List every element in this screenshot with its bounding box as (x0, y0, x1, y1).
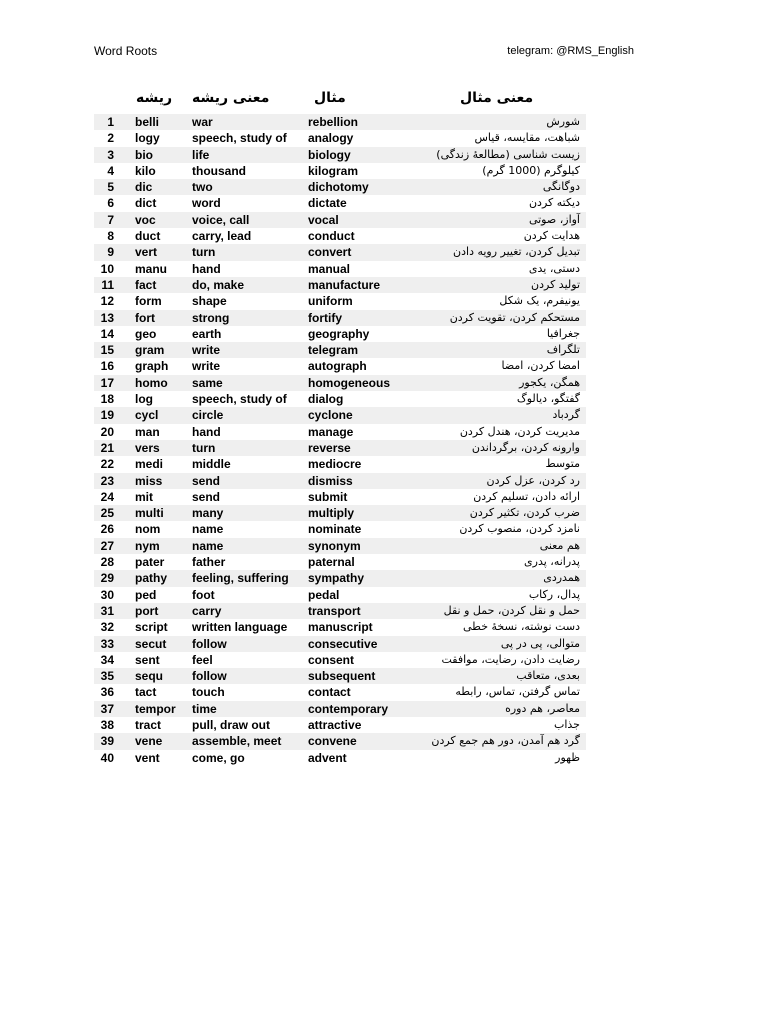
root-cell: kilo (135, 163, 156, 178)
root-meaning-cell: come, go (192, 750, 245, 765)
root-meaning-cell: carry, lead (192, 229, 252, 244)
row-number: 19 (100, 408, 114, 423)
row-number: 17 (100, 375, 114, 390)
row-number: 4 (107, 163, 114, 178)
root-meaning-cell: feel (192, 652, 213, 667)
example-meaning-cell: جغرافیا (546, 326, 580, 340)
row-number: 32 (100, 620, 114, 635)
example-cell: conduct (308, 229, 355, 244)
row-number: 36 (100, 685, 114, 700)
root-cell: voc (135, 212, 156, 227)
example-cell: attractive (308, 717, 362, 732)
root-cell: script (135, 620, 168, 635)
table-row (94, 358, 586, 374)
example-cell: fortify (308, 310, 342, 325)
table-row (94, 277, 586, 293)
example-meaning-cell: گردباد (552, 408, 580, 422)
example-cell: multiply (308, 506, 355, 521)
example-meaning-cell: هم معنی (539, 538, 580, 552)
example-meaning-cell: ضرب کردن، تکثیر کردن (469, 506, 580, 520)
root-cell: homo (135, 375, 168, 390)
row-number: 3 (107, 147, 114, 162)
root-meaning-cell: feeling, suffering (192, 571, 289, 586)
row-number: 28 (100, 555, 114, 570)
example-meaning-cell: تماس گرفتن، تماس، رابطه (455, 685, 580, 699)
root-cell: vene (135, 734, 163, 749)
example-meaning-cell: امضا کردن، امضا (501, 359, 580, 373)
example-cell: dichotomy (308, 180, 369, 195)
root-meaning-cell: strong (192, 310, 230, 325)
root-meaning-cell: shape (192, 294, 227, 309)
root-meaning-cell: two (192, 180, 213, 195)
table-row (94, 163, 586, 179)
row-number: 5 (107, 180, 114, 195)
root-cell: dic (135, 180, 153, 195)
row-number: 6 (107, 196, 114, 211)
example-meaning-cell: متوالی، پی در پی (500, 636, 580, 650)
root-cell: tact (135, 685, 157, 700)
example-cell: manage (308, 424, 354, 439)
example-cell: subsequent (308, 669, 376, 684)
root-cell: fact (135, 277, 157, 292)
row-number: 40 (100, 750, 114, 765)
table-row (94, 636, 586, 652)
example-cell: analogy (308, 131, 354, 146)
column-header-root-meaning: معنی ریشه (192, 90, 270, 106)
root-meaning-cell: father (192, 555, 226, 570)
table-row (94, 570, 586, 586)
example-cell: synonym (308, 538, 361, 553)
root-meaning-cell: same (192, 375, 223, 390)
root-cell: ped (135, 587, 157, 602)
root-meaning-cell: carry (192, 603, 222, 618)
root-meaning-cell: life (192, 147, 210, 162)
example-cell: homogeneous (308, 375, 391, 390)
example-cell: manuscript (308, 620, 373, 635)
example-cell: advent (308, 750, 347, 765)
root-cell: bio (135, 147, 153, 162)
table-row (94, 684, 586, 700)
table-row (94, 456, 586, 472)
row-number: 26 (100, 522, 114, 537)
root-meaning-cell: send (192, 473, 221, 488)
root-meaning-cell: turn (192, 440, 216, 455)
table-row (94, 293, 586, 309)
root-cell: nom (135, 522, 161, 537)
example-meaning-cell: تولید کردن (531, 277, 580, 291)
root-cell: tempor (135, 701, 176, 716)
root-meaning-cell: turn (192, 245, 216, 260)
example-cell: geography (308, 326, 370, 341)
root-cell: log (135, 392, 153, 407)
root-meaning-cell: thousand (192, 163, 246, 178)
row-number: 10 (100, 261, 114, 276)
example-meaning-cell: دست نوشته، نسخهٔ خطی (463, 620, 580, 634)
example-cell: contemporary (308, 701, 389, 716)
example-meaning-cell: همدردی (543, 571, 580, 585)
root-cell: belli (135, 115, 160, 129)
row-number: 7 (107, 212, 114, 227)
example-cell: cyclone (308, 408, 353, 423)
example-meaning-cell: یونیفرم، یک شکل (499, 294, 580, 308)
table-row (94, 391, 586, 407)
example-cell: transport (308, 603, 361, 618)
example-meaning-cell: گفتگو، دیالوگ (516, 392, 580, 406)
root-cell: dict (135, 196, 157, 211)
example-meaning-cell: ارائه دادن، تسلیم کردن (473, 489, 580, 503)
example-meaning-cell: زیست شناسی (مطالعهٔ زندگی) (436, 147, 580, 161)
example-cell: sympathy (308, 571, 365, 586)
example-meaning-cell: هدایت کردن (523, 229, 580, 243)
root-cell: sequ (135, 669, 164, 684)
example-meaning-cell: نامزد کردن، منصوب کردن (459, 522, 580, 536)
example-cell: submit (308, 489, 348, 504)
example-cell: mediocre (308, 457, 362, 472)
example-cell: autograph (308, 359, 367, 374)
example-cell: manual (308, 261, 351, 276)
root-meaning-cell: name (192, 538, 224, 553)
root-cell: nym (135, 538, 160, 553)
example-meaning-cell: دوگانگی (542, 180, 580, 194)
table-row (94, 440, 586, 456)
example-meaning-cell: کیلوگرم (1000 گرم) (482, 163, 580, 177)
example-meaning-cell: متوسط (545, 457, 580, 471)
example-meaning-cell: ظهور (555, 750, 580, 764)
row-number: 9 (107, 245, 114, 260)
row-number: 8 (107, 229, 114, 244)
example-meaning-cell: دیکته کردن (528, 196, 580, 210)
root-meaning-cell: circle (192, 408, 224, 423)
example-meaning-cell: رضایت دادن، رضایت، موافقت (441, 652, 580, 666)
example-cell: convene (308, 734, 357, 749)
column-header-example: مثال (314, 90, 346, 106)
table-row (94, 733, 586, 749)
root-meaning-cell: send (192, 489, 221, 504)
root-cell: man (135, 424, 160, 439)
page-title: Word Roots (94, 44, 158, 58)
root-cell: miss (135, 473, 163, 488)
table-row (94, 717, 586, 733)
example-cell: pedal (308, 587, 340, 602)
table-row (94, 489, 586, 505)
word-roots-table (94, 114, 586, 766)
root-meaning-cell: speech, study of (192, 392, 287, 407)
telegram-contact: telegram: @RMS_English (507, 45, 634, 57)
root-cell: mit (135, 489, 153, 504)
example-meaning-cell: پدرانه، پدری (524, 555, 580, 569)
table-row (94, 195, 586, 211)
root-meaning-cell: written language (192, 620, 288, 635)
root-cell: tract (135, 717, 162, 732)
table-row (94, 587, 586, 603)
example-cell: convert (308, 245, 352, 260)
row-number: 31 (100, 603, 114, 618)
root-cell: port (135, 603, 159, 618)
root-cell: sent (135, 652, 160, 667)
root-meaning-cell: middle (192, 457, 231, 472)
example-meaning-cell: بعدی، متعاقب (516, 669, 580, 683)
table-row (94, 424, 586, 440)
root-cell: manu (135, 261, 168, 276)
root-cell: form (135, 294, 162, 309)
row-number: 24 (100, 489, 114, 504)
table-row (94, 114, 586, 130)
column-headers (94, 90, 586, 112)
row-number: 29 (100, 571, 114, 586)
example-cell: uniform (308, 294, 353, 309)
example-cell: paternal (308, 555, 355, 570)
example-meaning-cell: تلگراف (546, 343, 580, 357)
table-row (94, 244, 586, 260)
root-meaning-cell: speech, study of (192, 131, 287, 146)
root-cell: geo (135, 326, 157, 341)
example-cell: biology (308, 147, 351, 162)
table-row (94, 407, 586, 423)
row-number: 38 (100, 717, 114, 732)
example-cell: consent (308, 652, 355, 667)
example-meaning-cell: گرد هم آمدن، دور هم جمع کردن (431, 734, 580, 748)
root-meaning-cell: foot (192, 587, 215, 602)
root-meaning-cell: write (192, 359, 221, 374)
root-meaning-cell: hand (192, 424, 221, 439)
example-meaning-cell: مستحکم کردن، تقویت کردن (449, 310, 580, 324)
table-row (94, 652, 586, 668)
root-cell: pater (135, 555, 165, 570)
row-number: 39 (100, 734, 114, 749)
example-cell: vocal (308, 212, 339, 227)
root-cell: fort (135, 310, 155, 325)
row-number: 33 (100, 636, 114, 651)
root-cell: multi (135, 506, 164, 521)
example-meaning-cell: معاصر، هم دوره (505, 701, 580, 715)
row-number: 37 (100, 701, 114, 716)
root-cell: gram (135, 343, 165, 358)
table-row (94, 701, 586, 717)
example-meaning-cell: آواز، صوتی (528, 212, 580, 226)
example-meaning-cell: همگن، یکجور (519, 375, 580, 389)
root-cell: secut (135, 636, 167, 651)
row-number: 23 (100, 473, 114, 488)
table-row (94, 130, 586, 146)
row-number: 1 (107, 115, 114, 129)
root-cell: cycl (135, 408, 159, 423)
root-meaning-cell: write (192, 343, 221, 358)
table-row (94, 179, 586, 195)
example-cell: consecutive (308, 636, 378, 651)
row-number: 13 (100, 310, 114, 325)
example-meaning-cell: شورش (546, 115, 580, 128)
root-cell: logy (135, 131, 160, 146)
root-cell: graph (135, 359, 169, 374)
row-number: 22 (100, 457, 114, 472)
table-row (94, 603, 586, 619)
column-header-example-meaning: معنی مثال (460, 90, 534, 106)
example-meaning-cell: مدیریت کردن، هندل کردن (459, 424, 580, 438)
table-row (94, 505, 586, 521)
row-number: 18 (100, 392, 114, 407)
table-row (94, 554, 586, 570)
row-number: 14 (100, 326, 114, 341)
table-row (94, 521, 586, 537)
example-cell: nominate (308, 522, 362, 537)
row-number: 15 (100, 343, 114, 358)
root-meaning-cell: word (192, 196, 221, 211)
root-meaning-cell: touch (192, 685, 225, 700)
root-meaning-cell: name (192, 522, 224, 537)
table-row (94, 668, 586, 684)
root-meaning-cell: assemble, meet (192, 734, 282, 749)
root-cell: vers (135, 440, 160, 455)
table-row (94, 538, 586, 554)
row-number: 30 (100, 587, 114, 602)
root-cell: pathy (135, 571, 168, 586)
row-number: 20 (100, 424, 114, 439)
root-cell: duct (135, 229, 161, 244)
table-row (94, 228, 586, 244)
example-cell: dictate (308, 196, 347, 211)
root-meaning-cell: do, make (192, 277, 245, 292)
example-cell: dialog (308, 392, 344, 407)
example-cell: manufacture (308, 277, 381, 292)
example-cell: kilogram (308, 163, 359, 178)
example-meaning-cell: جذاب (554, 717, 580, 731)
row-number: 25 (100, 506, 114, 521)
table-row (94, 212, 586, 228)
table-row (94, 375, 586, 391)
root-cell: medi (135, 457, 164, 472)
root-meaning-cell: follow (192, 669, 227, 684)
root-meaning-cell: pull, draw out (192, 717, 270, 732)
row-number: 27 (100, 538, 114, 553)
column-header-root: ریشه (136, 90, 173, 106)
table-row (94, 310, 586, 326)
example-meaning-cell: تبدیل کردن، تغییر رویه دادن (453, 245, 580, 259)
root-meaning-cell: follow (192, 636, 227, 651)
row-number: 34 (100, 652, 114, 667)
table-row (94, 147, 586, 163)
example-cell: contact (308, 685, 351, 700)
root-cell: vent (135, 750, 160, 765)
example-cell: rebellion (308, 115, 359, 129)
example-meaning-cell: شباهت، مقایسه، قیاس (474, 131, 580, 145)
row-number: 21 (100, 440, 114, 455)
example-meaning-cell: رد کردن، عزل کردن (486, 473, 580, 487)
root-meaning-cell: hand (192, 261, 221, 276)
example-cell: telegram (308, 343, 359, 358)
root-meaning-cell: voice, call (192, 212, 250, 227)
row-number: 12 (100, 294, 114, 309)
row-number: 11 (101, 277, 114, 292)
table-row (94, 326, 586, 342)
example-cell: dismiss (308, 473, 353, 488)
table-row (94, 619, 586, 635)
root-meaning-cell: time (192, 701, 217, 716)
table-row (94, 473, 586, 489)
example-meaning-cell: وارونه کردن، برگرداندن (471, 440, 580, 454)
root-meaning-cell: many (192, 506, 224, 521)
table-row (94, 342, 586, 358)
table-row (94, 261, 586, 277)
root-meaning-cell: earth (192, 326, 222, 341)
example-meaning-cell: پدال، رکاب (528, 587, 580, 601)
example-meaning-cell: حمل و نقل کردن، حمل و نقل (443, 603, 580, 617)
root-cell: vert (135, 245, 158, 260)
root-meaning-cell: war (192, 115, 213, 129)
row-number: 35 (100, 669, 114, 684)
row-number: 16 (100, 359, 114, 374)
row-number: 2 (107, 131, 114, 146)
table-row (94, 750, 586, 766)
example-cell: reverse (308, 440, 351, 455)
example-meaning-cell: دستی، یدی (528, 261, 580, 275)
